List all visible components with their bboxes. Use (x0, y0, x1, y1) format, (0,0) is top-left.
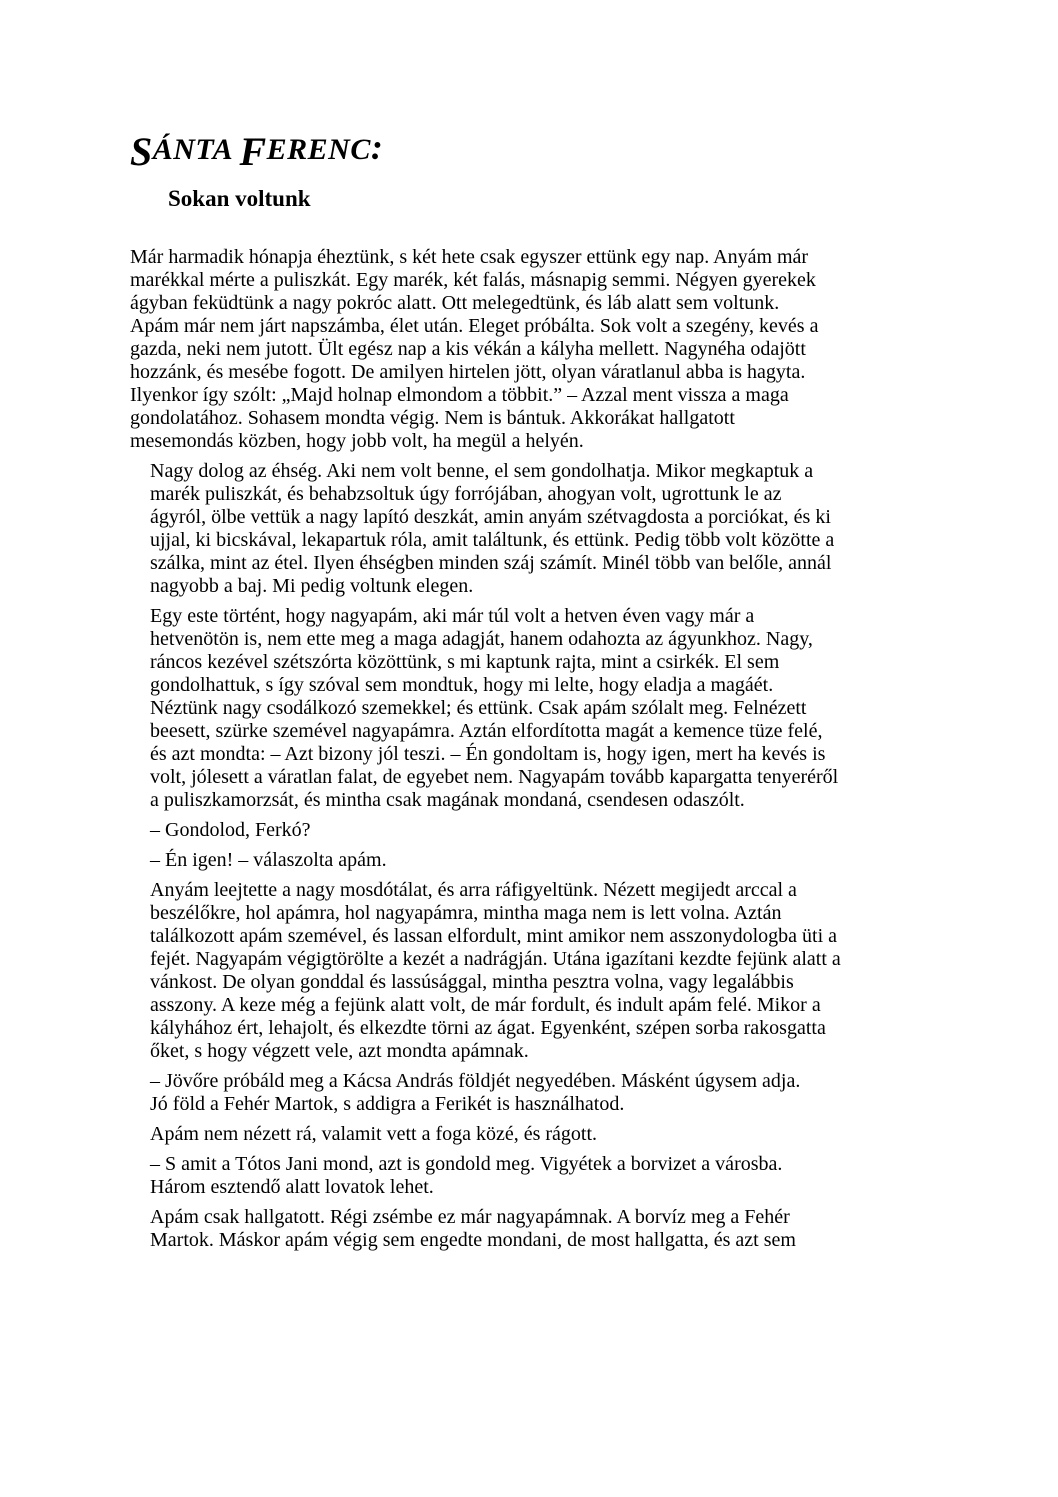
text-line: asszony. A keze még a fejünk alatt volt, de már fordult, és indult apám felé. Mikor a (150, 994, 821, 1016)
paragraph (130, 1206, 930, 1252)
author-heading (130, 128, 930, 172)
text-line: gondolatához. Sohasem mondta végig. Nem is bántuk. Akkorákat hallgatott (130, 407, 735, 429)
text-line: Apám nem nézett rá, valamit vett a foga közé, és rágott. (150, 1123, 598, 1145)
paragraph (130, 1123, 930, 1146)
text-line: Jó föld a Fehér Martok, s addigra a Ferikét is használhatod. (150, 1093, 625, 1115)
author-colon: : (370, 127, 384, 167)
author-second-rest: ERENC (266, 133, 371, 166)
text-line: Ilyenkor így szólt: „Majd holnap elmondom a többit.” – Azzal ment vissza a maga (130, 384, 789, 406)
text-line: Néztünk nagy csodálkozó szemekkel; és ettünk. Csak apám szólalt meg. Felnézett (150, 697, 807, 719)
text-line: kályhához ért, lehajolt, és elkezdte törni az ágat. Egyenként, szépen sorba rakosgatta (150, 1017, 826, 1039)
text-line: Martok. Máskor apám végig sem engedte mondani, de most hallgatta, és azt sem (150, 1229, 796, 1251)
text-line: hetvenötön is, nem ette meg a maga adagját, hanem odahozta az ágyunkhoz. Nagy, (150, 628, 813, 650)
text-line: volt, jólesett a váratlan falat, de egyebet nem. Nagyapám tovább kapargatta tenyeréről (150, 766, 839, 788)
text-line: Már harmadik hónapja éheztünk, s két hete csak egyszer ettünk egy nap. Anyám már (130, 246, 809, 268)
text-line: gazda, neki nem jutott. Ült egész nap a kis vékán a kályha mellett. Nagynéha odajött (130, 338, 806, 360)
author-first-rest: ÁNTA (152, 133, 240, 166)
text-line: – Jövőre próbáld meg a Kácsa András földjét negyedében. Másként úgysem adja. (150, 1070, 801, 1092)
text-line: beesett, szürke szemével nagyapámra. Aztán elfordította magát a kemence tüze felé, (150, 720, 823, 742)
text-line: őket, s hogy végzett vele, azt mondta apámnak. (150, 1040, 529, 1062)
text-line: hozzánk, és mesébe fogott. De amilyen hirtelen jött, olyan váratlanul abba is hagyta. (130, 361, 806, 383)
paragraph (130, 819, 930, 842)
text-line: és azt mondta: – Azt bizony jól teszi. – Én gondoltam is, hogy igen, mert ha kevés is (150, 743, 826, 765)
text-line: marék puliszkát, és behabzsoltuk úgy forrójában, ahogyan volt, ugrottunk le az (150, 483, 782, 505)
story-body (130, 246, 930, 1252)
story-title: Sokan voltunk (168, 186, 311, 211)
author-initial-s: S (130, 129, 153, 174)
paragraph (130, 460, 930, 598)
text-line: Apám csak hallgatott. Régi zsémbe ez már nagyapámnak. A borvíz meg a Fehér (150, 1206, 790, 1228)
paragraph (130, 1070, 930, 1116)
text-line: Három esztendő alatt lovatok lehet. (150, 1176, 434, 1198)
text-line: – S amit a Tótos Jani mond, azt is gondold meg. Vigyétek a borvizet a városba. (150, 1153, 783, 1175)
text-line: fejét. Nagyapám végigtörölte a kezét a nadrágján. Utána igazítani kezdte fejünk alatt a (150, 948, 841, 970)
text-line: mesemondás közben, hogy jobb volt, ha megül a helyén. (130, 430, 584, 452)
paragraph (130, 879, 930, 1063)
document-page (130, 128, 930, 1259)
text-line: – Én igen! – válaszolta apám. (150, 849, 387, 871)
text-line: Anyám leejtette a nagy mosdótálat, és arra ráfigyeltünk. Nézett megijedt arccal a (150, 879, 797, 901)
text-line: ágyban feküdtünk a nagy pokróc alatt. Ott melegedtünk, és láb alatt sem voltunk. (130, 292, 780, 314)
text-line: – Gondolod, Ferkó? (150, 819, 311, 841)
text-line: Nagy dolog az éhség. Aki nem volt benne, el sem gondolhatja. Mikor megkaptuk a (150, 460, 814, 482)
text-line: beszélőkre, hol apámra, hol nagyapámra, mintha maga nem is lett volna. Aztán (150, 902, 782, 924)
text-line: vánkost. De olyan gonddal és lassúsággal, mintha pesztra volna, vagy legalábbis (150, 971, 794, 993)
paragraph (130, 605, 930, 812)
author-initial-f: F (239, 129, 267, 174)
text-line: ágyról, ölbe vettük a nagy lapító deszkát, amin anyám szétvagdosta a porciókat, és ki (150, 506, 831, 528)
paragraph (130, 1153, 930, 1199)
text-line: Egy este történt, hogy nagyapám, aki már túl volt a hetven éven vagy már a (150, 605, 755, 627)
paragraph (130, 246, 930, 453)
text-line: szálka, mint az étel. Ilyen éhségben minden száj számít. Minél több van belőle, annál (150, 552, 832, 574)
text-line: Apám már nem járt napszámba, élet után. Eleget próbálta. Sok volt a szegény, kevés a (130, 315, 819, 337)
paragraph (130, 849, 930, 872)
text-line: nagyobb a baj. Mi pedig voltunk elegen. (150, 575, 474, 597)
text-line: találkozott apám szemével, és lassan elfordult, mint amikor nem asszonydologba üti a (150, 925, 838, 947)
text-line: gondolhattuk, s így szóval sem mondtuk, hogy mi lelte, hogy eladja a magáét. (150, 674, 774, 696)
text-line: marékkal mérte a puliszkát. Egy marék, két falás, másnapig semmi. Négyen gyerekek (130, 269, 816, 291)
text-line: ráncos kezével szétszórta közöttünk, s mi kaptunk rajta, mint a csirkék. El sem (150, 651, 780, 673)
text-line: a puliszkamorzsát, és mintha csak magának mondaná, csendesen odaszólt. (150, 789, 745, 811)
text-line: ujjal, ki bicskával, lekapartuk róla, amit találtunk, és ettünk. Pedig több volt közötte a (150, 529, 835, 551)
